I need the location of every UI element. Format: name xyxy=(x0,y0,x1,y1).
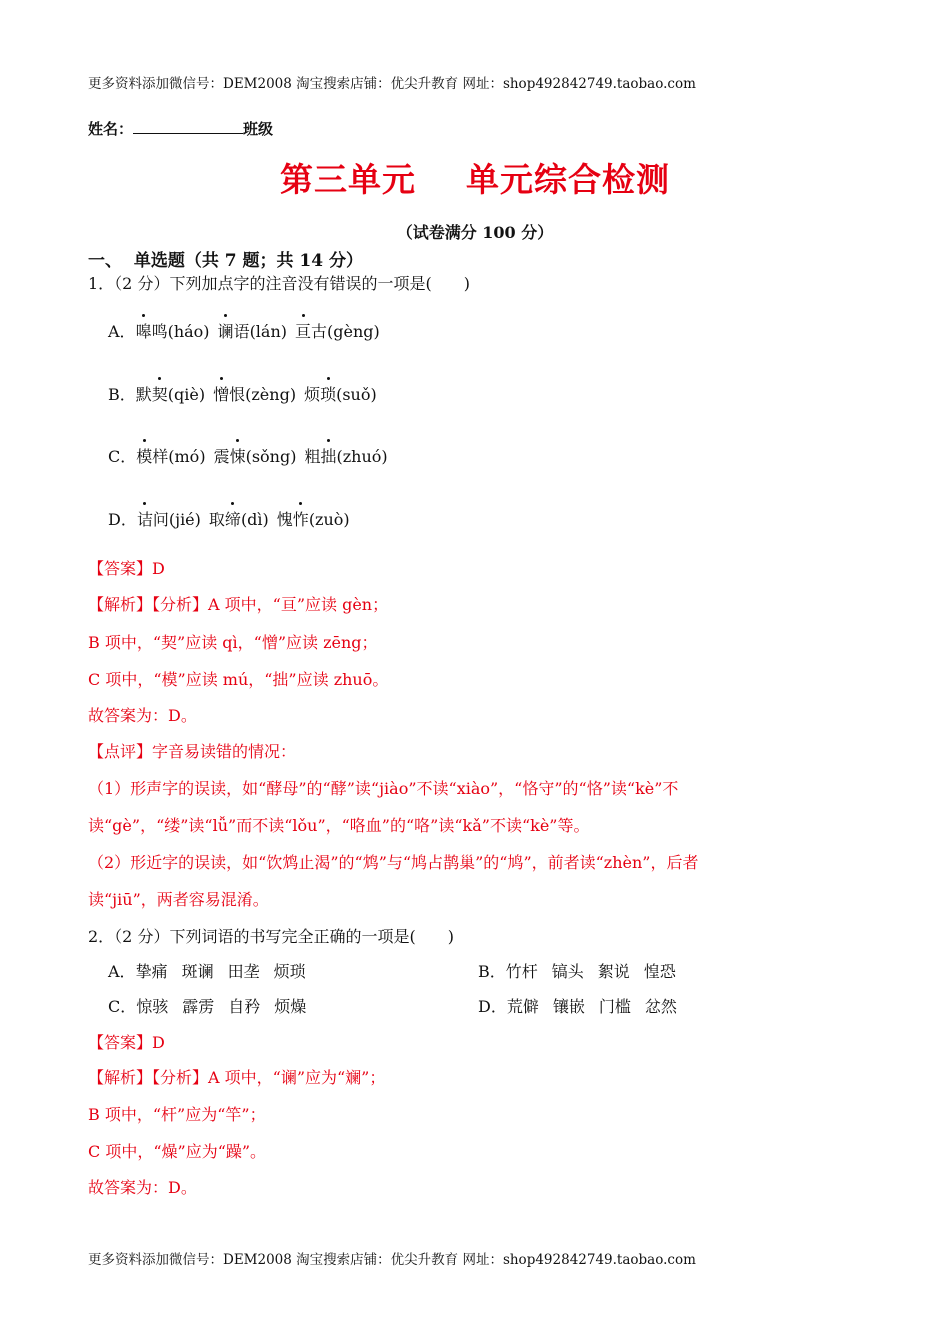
q1-comment-line: （2）形近字的误读，如“饮鸩止渴”的“鸩”与“鸠占鹊巢”的“鸠”，前者读“zhèn”，后者 xyxy=(88,853,699,872)
q1-analysis-line: B 项中，“契”应读 qì，“憎”应读 zēng； xyxy=(88,633,378,652)
q2-option-c: C．惊骇 霹雳 自矜 烦燥 xyxy=(108,997,307,1016)
dotted-char: 琐 xyxy=(320,382,336,405)
q2-analysis-line: 故答案为：D。 xyxy=(88,1178,197,1197)
q1-comment-line: 读“gè”，“缕”读“lǚ”而不读“lǒu”，“咯血”的“咯”读“kǎ”不读“kè”等。 xyxy=(88,816,590,835)
page-subtitle: （试卷满分 100 分） xyxy=(396,223,554,242)
dotted-char: 诘 xyxy=(137,507,153,530)
student-info xyxy=(88,118,273,139)
q1-option-c: C．模样(mó) 震悚(sǒng) 粗拙(zhuó) xyxy=(108,444,388,467)
dotted-char: 拙 xyxy=(320,444,336,467)
q1-analysis-line: C 项中，“模”应读 mú，“拙”应读 zhuō。 xyxy=(88,670,389,689)
q2-option-a: A．挚痛 斑谰 田垄 烦琐 xyxy=(108,962,306,981)
q1-comment-line: 读“jiū”，两者容易混淆。 xyxy=(88,890,269,909)
q2-option-b: B．竹杆 镐头 絮说 惶恐 xyxy=(478,962,676,981)
dotted-char: 契 xyxy=(152,382,168,405)
q1-option-d: D．诘问(jié) 取缔(dì) 愧怍(zuò) xyxy=(108,507,350,530)
q2-option-d: D．荒僻 镶嵌 门槛 忿然 xyxy=(478,997,677,1016)
page-footer: 更多资料添加微信号：DEM2008 淘宝搜索店铺：优尖升教育 网址：shop492842749.taobao.com xyxy=(88,1252,696,1268)
dotted-char: 嗥 xyxy=(136,319,152,342)
class-label: 班级 xyxy=(243,120,274,138)
page-title: 第三单元 单元综合检测 xyxy=(280,160,670,199)
name-blank[interactable] xyxy=(133,119,243,134)
page-header: 更多资料添加微信号：DEM2008 淘宝搜索店铺：优尖升教育 网址：shop492842749.taobao.com xyxy=(88,76,696,92)
dotted-char: 模 xyxy=(136,444,152,467)
q1-stem: 1．（2 分）下列加点字的注音没有错误的一项是( ) xyxy=(88,274,470,293)
dotted-char: 怍 xyxy=(293,507,309,530)
q1-comment-line: 【点评】字音易读错的情况： xyxy=(88,742,297,761)
dotted-char: 憎 xyxy=(213,382,229,405)
q1-answer: 【答案】D xyxy=(88,559,165,578)
q1-option-b: B．默契(qiè) 憎恨(zèng) 烦琐(suǒ) xyxy=(108,382,377,405)
dotted-char: 亘 xyxy=(295,319,311,342)
section-1-heading: 一、 单选题（共 7 题；共 14 分） xyxy=(88,251,363,271)
name-label: 姓名： xyxy=(88,120,134,138)
dotted-char: 谰 xyxy=(218,319,234,342)
q1-analysis-line: 故答案为：D。 xyxy=(88,706,197,725)
q1-comment-line: （1）形声字的误读，如“酵母”的“酵”读“jiào”不读“xiào”，“恪守”的“恪”读“kè”不 xyxy=(88,779,679,798)
q2-analysis-line: B 项中，“杆”应为“竿”； xyxy=(88,1105,266,1124)
q2-analysis-line: 【解析】【分析】A 项中，“谰”应为“斓”； xyxy=(88,1068,386,1087)
dotted-char: 缔 xyxy=(225,507,241,530)
q2-stem: 2．（2 分）下列词语的书写完全正确的一项是( ) xyxy=(88,927,454,946)
q2-analysis-line: C 项中，“燥”应为“躁”。 xyxy=(88,1142,267,1161)
q1-option-a: A．嗥鸣(háo) 谰语(lán) 亘古(gèng) xyxy=(108,319,380,342)
dotted-char: 悚 xyxy=(230,444,246,467)
q1-analysis-line: 【解析】【分析】A 项中，“亘”应读 gèn； xyxy=(88,595,389,614)
q2-answer: 【答案】D xyxy=(88,1033,165,1052)
